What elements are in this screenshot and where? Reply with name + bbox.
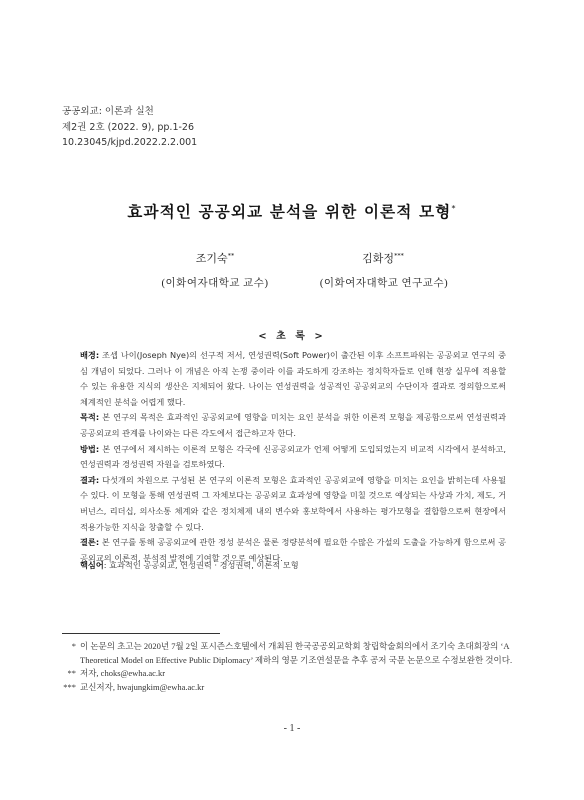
abstract-section-background — [80, 348, 506, 410]
author-1-mark: ** — [227, 251, 235, 260]
abstract-text: 조셉 나이(Joseph Nye)의 선구적 저서, 연성권력(Soft Power)이 출간된 이후 소프트파워는 공공외교 연구의 중심 개념이 되었다. 그러나 이 개념은 아직 논쟁 중이라 이를 과도하게 강조하는 정치학자들로 인해 현장 실무에 적용할 수 있는 유용한 지식의 생산은 지체되어 왔다. 나이는 연성권력을 성공적인 공공외교의 수단이자 결과로 정의함으로써 체계적인 분석을 어렵게 했다. — [80, 350, 506, 407]
journal-doi: 10.23045/kjpd.2022.2.2.001 — [62, 137, 198, 148]
journal-info — [62, 104, 197, 151]
author-1 — [150, 250, 280, 266]
footnote-text: 교신저자, hwajungkim@ewha.ac.kr — [80, 681, 205, 692]
author-1-affiliation: (이화여자대학교 교수) — [161, 278, 269, 289]
abstract-label: 결과: — [80, 474, 100, 485]
journal-issue: 제2권 2호 (2022. 9), pp.1-26 — [62, 121, 195, 133]
paper-title — [0, 200, 584, 222]
abstract-label: 목적: — [80, 412, 100, 423]
paper-title-text: 효과적인 공공외교 분석을 위한 이론적 모형 — [127, 203, 452, 221]
author-2-affiliation: (이화여자대학교 연구교수) — [319, 278, 449, 289]
footnotes — [62, 640, 532, 694]
author-1-name: 조기숙 — [195, 252, 228, 265]
abstract-section-result — [80, 473, 506, 535]
abstract-text: 본 연구를 통해 공공외교에 관한 정성 분석은 물론 정량분석에 필요한 수많은 가설의 도출을 가능하게 함으로써 공공외교의 이론적, 분석적 발전에 기여할 것으로 예상된다. — [80, 537, 506, 563]
keywords-text: : 효과적인 공공외교, 연성권력 · 경성권력, 이론적 모형 — [103, 560, 299, 570]
footnote-text: 이 논문의 초고는 2020년 7월 2일 포시즌스호텔에서 개최된 한국공공외교학회 창립학술회의에서 조기숙 초대회장의 ‘A Theoretical Model on Effective Public Diplomacy’ 제하의 영문 기조연설문을 추후 공저 국문 논문으로 수정보완한 것이다. — [80, 641, 513, 665]
page-number: - 1 - — [283, 723, 301, 734]
footnote-mark: ** — [67, 668, 76, 678]
author-2-name: 김화정 — [362, 252, 395, 265]
footnote-mark: * — [71, 641, 76, 651]
abstract-section-purpose — [80, 410, 506, 441]
footnote-mark: *** — [63, 681, 76, 692]
abstract-text: 본 연구의 목적은 효과적인 공공외교에 영향을 미치는 요인 분석을 위한 이론적 모형을 제공함으로써 연성권력과 공공외교의 관계를 나이와는 다른 각도에서 접근하고자 한다. — [80, 412, 506, 438]
abstract-label: 방법: — [80, 443, 100, 454]
abstract-text: 본 연구에서 제시하는 이론적 모형은 각국에 신공공외교가 언제 어떻게 도입되었는지 비교적 시각에서 분석하고, 연성권력과 경성권력 자원을 검토하였다. — [80, 443, 506, 470]
abstract-heading: < 초 록 > — [258, 331, 326, 342]
keywords — [80, 560, 299, 571]
abstract-body — [80, 348, 506, 566]
footnote-item — [62, 681, 532, 695]
abstract-section-method — [80, 442, 506, 473]
keywords-label: 핵심어 — [80, 560, 104, 570]
footnote-divider — [62, 633, 220, 634]
author-2-mark: *** — [394, 251, 404, 260]
footnote-item — [62, 667, 532, 681]
abstract-text: 다섯개의 차원으로 구성된 본 연구의 이론적 모형은 효과적인 공공외교에 영향을 미치는 요인을 밝히는데 사용될 수 있다. 이 모형을 통해 연성권력 그 자체보다는 공공외교 효과성에 영향을 미칠 것으로 예상되는 사상과 가치, 제도, 거버넌스, 리더십, 의사소통 체계와 같은 정치체제 내의 변수와 홍보학에서 사용하는 평가모형을 결합함으로써 현장에서 적용가능한 지식을 창출할 수 있다. — [80, 474, 506, 532]
footnote-item — [62, 640, 532, 667]
abstract-label: 결론: — [80, 537, 100, 548]
footnote-text: 저자, choks@ewha.ac.kr — [80, 668, 166, 678]
abstract-label: 배경: — [80, 350, 100, 360]
author-2 — [318, 250, 448, 266]
journal-name: 공공외교: 이론과 실천 — [62, 106, 154, 117]
title-footnote-mark: * — [451, 203, 457, 213]
